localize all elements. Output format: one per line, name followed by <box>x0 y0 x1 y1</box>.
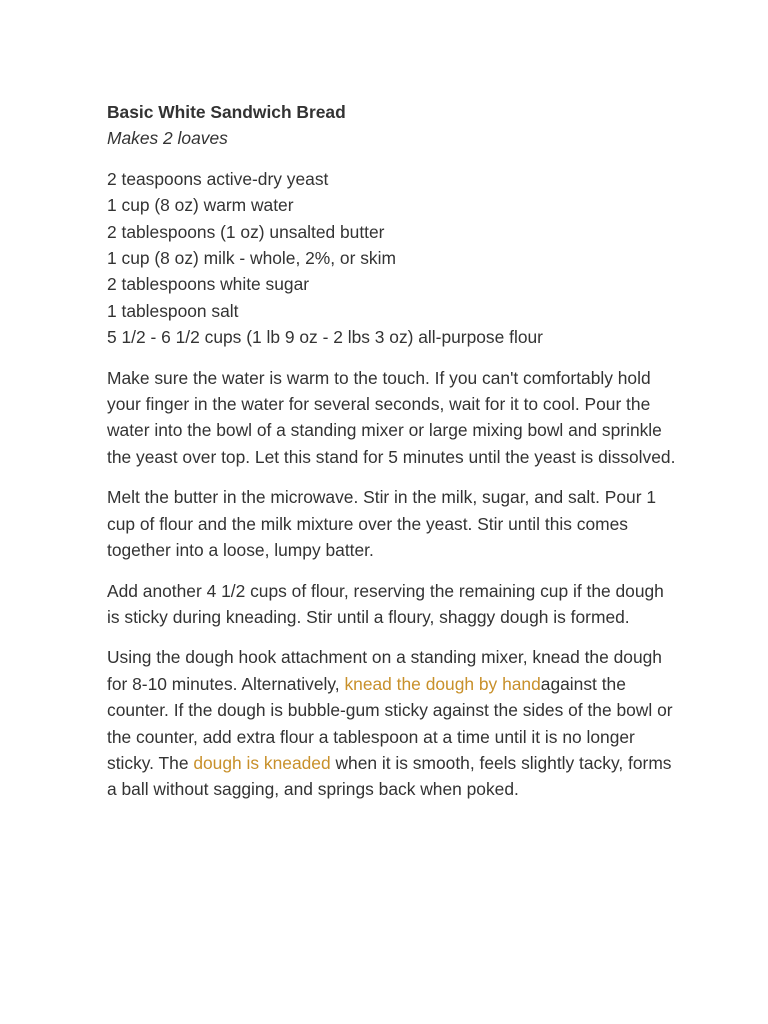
ingredient-item: 1 cup (8 oz) milk - whole, 2%, or skim <box>107 248 396 269</box>
recipe-title: Basic White Sandwich Bread <box>107 102 346 122</box>
recipe-yield: Makes 2 loaves <box>107 128 228 149</box>
ingredient-item: 5 1/2 - 6 1/2 cups (1 lb 9 oz - 2 lbs 3 oz) all-purpose flour <box>107 327 543 348</box>
ingredient-item: 1 cup (8 oz) warm water <box>107 195 294 216</box>
dough-is-kneaded-link[interactable]: dough is kneaded <box>193 752 331 773</box>
step4-text-2: against the counter. If the dough is bubble-gum sticky against the sides of the bowl or the counter, add extra flour a tablespoon at a time until it is no longer sticky. The <box>107 673 673 773</box>
step-paragraph-1: Make sure the water is warm to the touch. If you can't comfortably hold your finger in the water for several seconds, wait for it to cool. Pour the water into the bowl of a standing mixer or large mixing bowl and sprinkle the yeast over top. Let this stand for 5 minutes until the yeast is dissolved. <box>107 367 676 467</box>
step4-text-1: Using the dough hook attachment on a standing mixer, knead the dough for 8-10 minutes. Alternatively, <box>107 647 662 694</box>
ingredient-item: 2 teaspoons active-dry yeast <box>107 168 329 189</box>
recipe-content <box>107 99 677 817</box>
ingredient-item: 2 tablespoons white sugar <box>107 274 310 295</box>
ingredient-item: 2 tablespoons (1 oz) unsalted butter <box>107 221 385 242</box>
ingredient-list <box>107 166 677 351</box>
ingredient-item: 1 tablespoon salt <box>107 300 239 321</box>
step-paragraph-2: Melt the butter in the microwave. Stir in the milk, sugar, and salt. Pour 1 cup of flour and the milk mixture over the yeast. Stir until this comes together into a loose, lumpy batter. <box>107 487 657 561</box>
knead-by-hand-link[interactable]: knead the dough by hand <box>344 673 541 694</box>
step-paragraph-3: Add another 4 1/2 cups of flour, reserving the remaining cup if the dough is sticky during kneading. Stir until a floury, shaggy dough is formed. <box>107 580 664 627</box>
step-paragraph-4 <box>107 644 677 802</box>
step4-text-3: when it is smooth, feels slightly tacky, forms a ball without sagging, and springs back when poked. <box>107 752 672 800</box>
